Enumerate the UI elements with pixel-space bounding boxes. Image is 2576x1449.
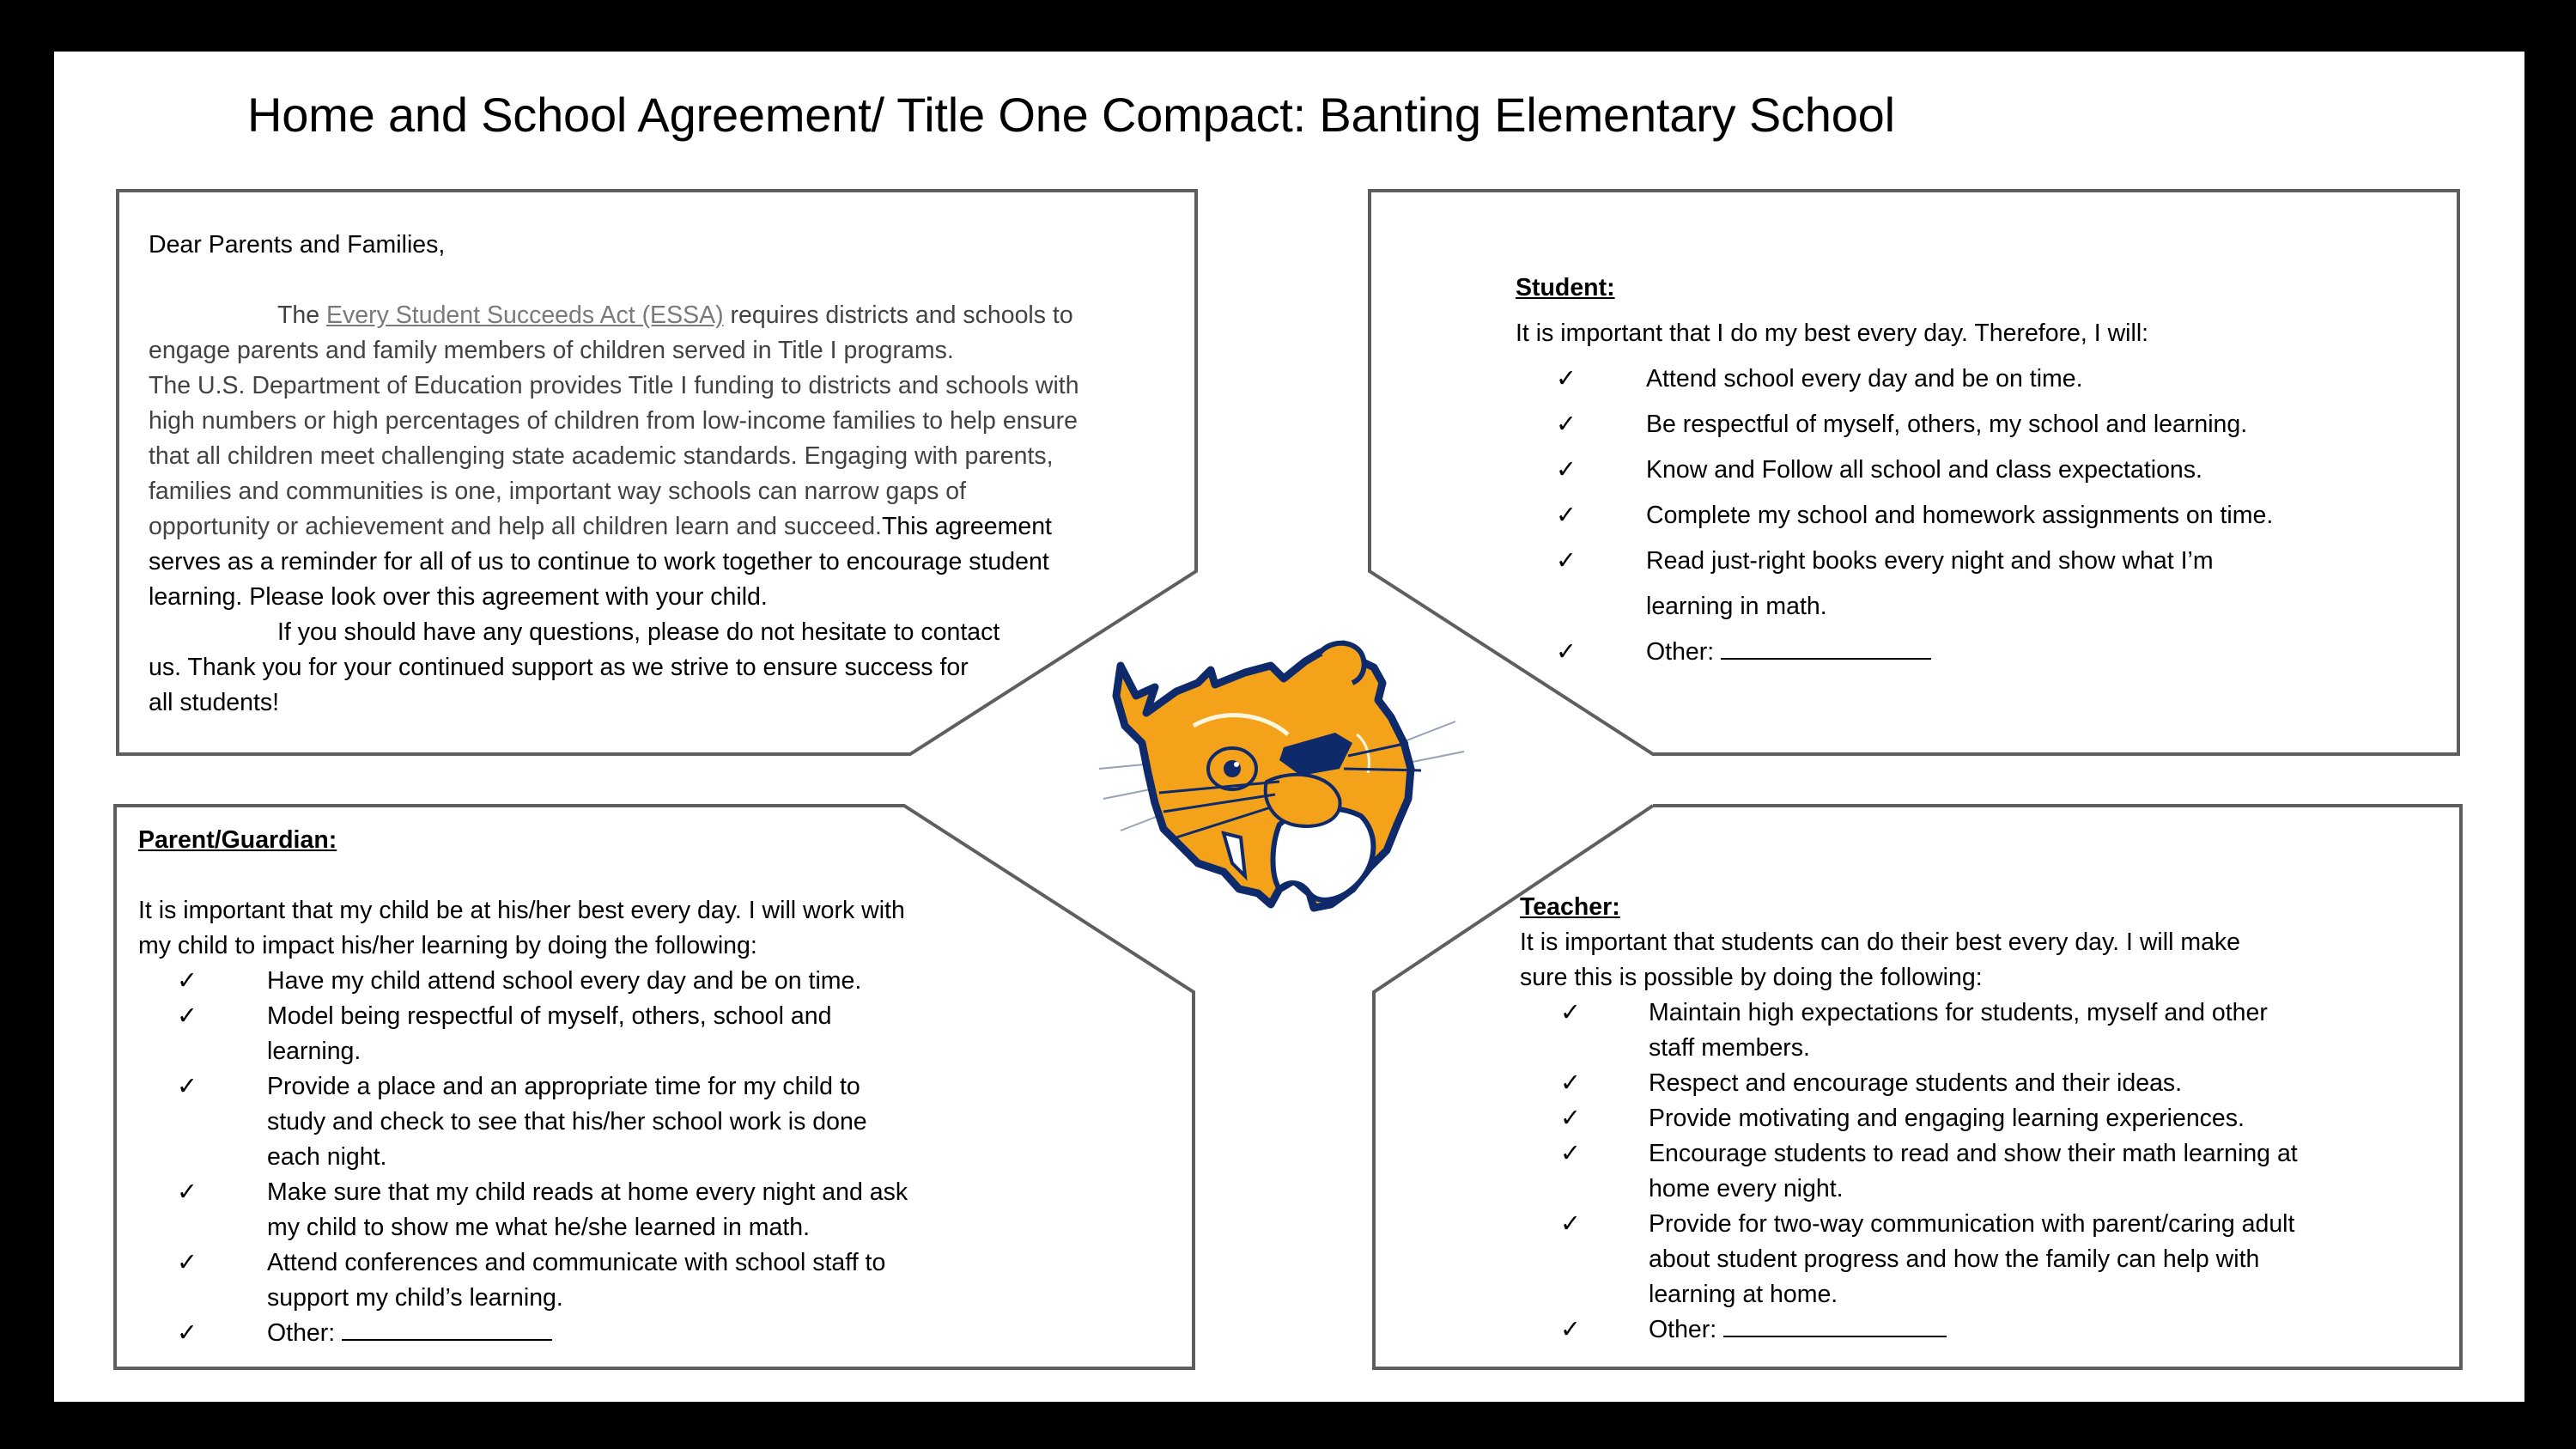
parent-intro-line: It is important that my child be at his/her best every day. I will work with (138, 897, 905, 924)
checklist-item-text: Provide a place and an appropriate time for my child to (267, 1073, 860, 1100)
text-span: opportunity or achievement and help all children learn and succeed. (149, 513, 882, 540)
teacher-intro-line: It is important that students can do their best every day. I will make (1520, 928, 2241, 956)
checkmark-icon: ✓ (177, 1073, 197, 1100)
text-line: The U.S. Department of Education provides Title I funding to districts and schools with (149, 372, 1079, 399)
checklist-item-text: Have my child attend school every day and be on time. (267, 967, 862, 995)
checklist-item-text: Provide for two-way communication with parent/caring adult (1649, 1210, 2295, 1238)
checkmark-icon: ✓ (1556, 638, 1577, 666)
teacher-checklist-item (1520, 1101, 2447, 1136)
other-blank-field[interactable] (1721, 636, 1931, 660)
other-blank-field[interactable] (1723, 1313, 1947, 1337)
checkmark-icon: ✓ (1560, 1140, 1581, 1167)
other-blank-field[interactable] (342, 1317, 552, 1341)
checklist-item-text: Make sure that my child reads at home every night and ask (267, 1178, 908, 1206)
checklist-item-text: Complete my school and homework assignments on time. (1646, 502, 2274, 529)
text-line: high numbers or high percentages of children from low-income families to help ensure (149, 407, 1078, 435)
checkmark-icon: ✓ (1560, 1105, 1581, 1132)
student-checklist-item (1516, 630, 2443, 675)
text-line: all students! (149, 689, 280, 716)
text-line: families and communities is one, important way schools can narrow gaps of (149, 478, 967, 505)
teacher-checklist-item (1520, 1207, 2447, 1312)
student-checklist-item (1516, 447, 2443, 493)
parent-checklist-item (138, 1316, 997, 1351)
teacher-heading: Teacher: (1520, 893, 1620, 921)
student-checklist-item (1516, 356, 2443, 402)
student-checklist-item (1516, 539, 2443, 630)
text-span: This agreement (881, 513, 1052, 540)
letter-section (149, 228, 1179, 721)
student-checklist-item (1516, 402, 2443, 447)
checklist-item-text: support my child’s learning. (267, 1284, 563, 1312)
essa-link[interactable]: Every Student Succeeds Act (ESSA) (326, 301, 724, 329)
checklist-item-text: Maintain high expectations for students, myself and other (1649, 999, 2268, 1026)
checkmark-icon: ✓ (1560, 1069, 1581, 1097)
text-line: learning. Please look over this agreement with your child. (149, 583, 768, 611)
teacher-checklist-item (1520, 1136, 2447, 1207)
checklist-item-text: Read just-right books every night and show what I’m (1646, 547, 2214, 575)
checkmark-icon: ✓ (1556, 365, 1577, 393)
checklist-item-text: learning. (267, 1038, 361, 1065)
checklist-item-text: Attend school every day and be on time. (1646, 365, 2083, 393)
parent-checklist-item (138, 964, 997, 999)
checklist-item-text: Other: (1649, 1312, 2447, 1348)
checkmark-icon: ✓ (177, 967, 197, 995)
checkmark-icon: ✓ (1560, 1316, 1581, 1343)
parent-checklist-item (138, 1245, 997, 1316)
checkmark-icon: ✓ (1560, 999, 1581, 1026)
parent-heading: Parent/Guardian: (138, 826, 337, 854)
checkmark-icon: ✓ (1556, 456, 1577, 484)
checklist-item-text: Know and Follow all school and class expectations. (1646, 456, 2202, 484)
parent-checklist-item (138, 999, 997, 1069)
page-title: Home and School Agreement/ Title One Compact: Banting Elementary School (247, 88, 1895, 142)
checklist-item-text: about student progress and how the family can help with (1649, 1245, 2260, 1273)
parent-checklist-item (138, 1069, 997, 1175)
student-section (1516, 265, 2443, 675)
teacher-checklist-item (1520, 1066, 2447, 1101)
parent-checklist (138, 964, 997, 1351)
checklist-item-text: Attend conferences and communicate with school staff to (267, 1249, 886, 1276)
teacher-checklist-item (1520, 1312, 2447, 1348)
checkmark-icon: ✓ (1560, 1210, 1581, 1238)
text-line: engage parents and family members of children served in Title I programs. (149, 337, 954, 364)
checkmark-icon: ✓ (177, 1002, 197, 1030)
checklist-item-text: study and check to see that his/her school work is done (267, 1108, 867, 1135)
student-checklist-item (1516, 493, 2443, 539)
checklist-item-text: Other: (1646, 630, 2443, 675)
checklist-item-text: my child to show me what he/she learned in math. (267, 1214, 811, 1241)
text-line: that all children meet challenging state academic standards. Engaging with parents, (149, 442, 1054, 470)
checkmark-icon: ✓ (177, 1249, 197, 1276)
student-heading: Student: (1516, 274, 1615, 301)
teacher-section (1520, 890, 2447, 1348)
text-span: The (277, 301, 327, 329)
checklist-item-text: learning at home. (1649, 1281, 1838, 1308)
checklist-item-text: each night. (267, 1143, 387, 1171)
checklist-item-text: staff members. (1649, 1034, 1810, 1062)
checklist-item-text: Respect and encourage students and their ideas. (1649, 1069, 2183, 1097)
checklist-item-text: learning in math. (1646, 593, 1827, 620)
checklist-item-text: home every night. (1649, 1175, 1844, 1202)
parent-section (138, 823, 997, 1351)
text-span: requires districts and schools to (723, 301, 1073, 329)
checkmark-icon: ✓ (177, 1319, 197, 1347)
text-line: serves as a reminder for all of us to continue to work together to encourage student (149, 548, 1049, 575)
checkmark-icon: ✓ (1556, 547, 1577, 575)
wildcat-mascot-icon (1095, 631, 1473, 928)
checklist-item-text: Be respectful of myself, others, my school and learning. (1646, 411, 2248, 438)
checkmark-icon: ✓ (177, 1178, 197, 1206)
letter-paragraph-essa (149, 298, 1179, 545)
checklist-item-text: Other: (267, 1316, 997, 1351)
letter-greeting: Dear Parents and Families, (149, 231, 446, 259)
teacher-intro-line: sure this is possible by doing the following: (1520, 964, 1983, 991)
student-checklist (1516, 356, 2443, 675)
letter-paragraph-reminder (149, 545, 1179, 721)
checklist-item-text: Provide motivating and engaging learning experiences. (1649, 1105, 2245, 1132)
parent-intro-line: my child to impact his/her learning by doing the following: (138, 932, 757, 959)
checklist-item-text: Encourage students to read and show their math learning at (1649, 1140, 2298, 1167)
checkmark-icon: ✓ (1556, 502, 1577, 529)
checkmark-icon: ✓ (1556, 411, 1577, 438)
teacher-checklist (1520, 995, 2447, 1348)
student-intro: It is important that I do my best every day. Therefore, I will: (1516, 320, 2149, 347)
checklist-item-text: Model being respectful of myself, others, school and (267, 1002, 832, 1030)
teacher-checklist-item (1520, 995, 2447, 1066)
text-line: us. Thank you for your continued support as we strive to ensure success for (149, 654, 969, 681)
parent-checklist-item (138, 1175, 997, 1245)
text-span: If you should have any questions, please do not hesitate to contact (277, 618, 1000, 646)
